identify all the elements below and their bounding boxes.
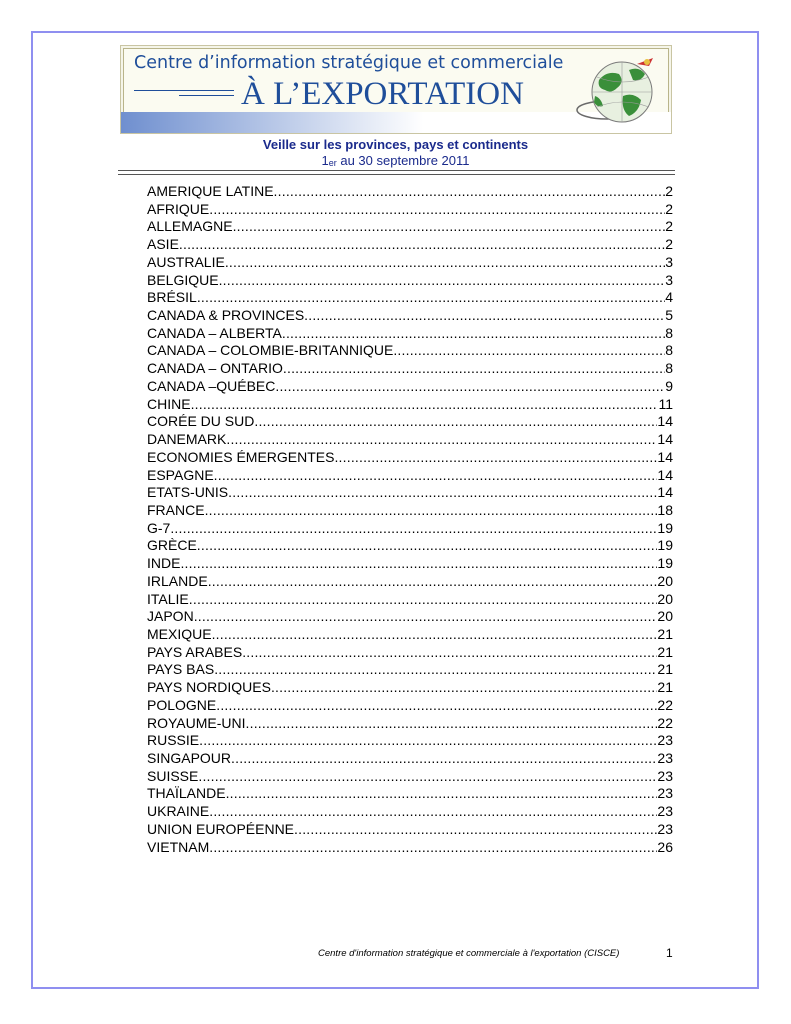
toc-entry-label[interactable]: PAYS BAS xyxy=(147,661,215,678)
toc-dot-leader xyxy=(283,360,665,378)
toc-dot-leader xyxy=(304,307,665,325)
period-rest: au 30 septembre 2011 xyxy=(336,153,470,168)
toc-entry-label[interactable]: G-7 xyxy=(147,519,171,536)
toc-entry-page[interactable]: 21 xyxy=(657,679,673,696)
toc-entry-page[interactable]: 14 xyxy=(657,448,673,465)
toc-entry[interactable] xyxy=(147,750,673,768)
toc-entry-page[interactable]: 3 xyxy=(665,253,673,270)
toc-entry[interactable] xyxy=(147,360,673,378)
toc-entry[interactable] xyxy=(147,484,673,502)
toc-entry-page[interactable]: 14 xyxy=(657,466,673,483)
toc-dot-leader xyxy=(189,591,658,609)
toc-entry-label[interactable]: ITALIE xyxy=(147,590,189,607)
document-period xyxy=(0,153,791,168)
toc-entry-label[interactable]: ESPAGNE xyxy=(147,466,214,483)
toc-entry-page[interactable]: 21 xyxy=(657,625,673,642)
toc-entry[interactable] xyxy=(147,378,673,396)
toc-entry-page[interactable]: 22 xyxy=(657,714,673,731)
toc-dot-leader xyxy=(231,750,657,768)
toc-dot-leader xyxy=(209,839,657,857)
toc-dot-leader xyxy=(275,378,665,396)
toc-dot-leader xyxy=(197,537,658,555)
footer-text: Centre d'information stratégique et commerciale à l'exportation (CISCE) xyxy=(318,948,620,959)
toc-entry-page[interactable]: 2 xyxy=(665,218,673,235)
toc-entry-label[interactable]: SINGAPOUR xyxy=(147,750,232,766)
toc-entry-page[interactable]: 11 xyxy=(658,395,673,412)
toc-dot-leader xyxy=(242,644,657,662)
toc-dot-leader xyxy=(246,715,658,733)
toc-entry-label[interactable]: FRANCE xyxy=(147,501,205,518)
toc-dot-leader xyxy=(214,467,658,485)
toc-dot-leader xyxy=(254,413,657,431)
toc-dot-leader xyxy=(334,449,657,467)
toc-dot-leader xyxy=(179,236,665,254)
toc-entry-page[interactable]: 5 xyxy=(665,307,673,324)
toc-dot-leader xyxy=(194,608,658,626)
toc-entry[interactable] xyxy=(147,467,673,485)
toc-entry-label[interactable]: MEXIQUE xyxy=(147,625,212,642)
toc-entry[interactable] xyxy=(147,839,673,857)
toc-entry[interactable] xyxy=(147,537,673,555)
toc-entry-page[interactable]: 20 xyxy=(657,572,673,589)
banner-title-line2: À L’EXPORTATION xyxy=(241,76,524,112)
toc-entry-label[interactable]: BELGIQUE xyxy=(147,271,219,288)
toc-dot-leader xyxy=(208,573,658,591)
toc-entry-page[interactable]: 23 xyxy=(657,732,673,749)
toc-entry-page[interactable]: 8 xyxy=(665,342,673,359)
toc-entry-label[interactable]: AUSTRALIE xyxy=(147,253,225,270)
toc-entry-label[interactable]: CANADA & PROVINCES xyxy=(147,307,305,324)
toc-dot-leader xyxy=(198,768,657,786)
toc-entry[interactable] xyxy=(147,520,673,538)
toc-entry-page[interactable]: 20 xyxy=(657,608,673,625)
toc-entry-label[interactable]: GRÈCE xyxy=(147,537,197,554)
title-rule-top xyxy=(118,170,675,171)
toc-entry-page[interactable]: 23 xyxy=(657,820,673,837)
toc-entry-page[interactable]: 21 xyxy=(657,643,673,660)
toc-entry-label[interactable]: ROYAUME-UNI xyxy=(147,714,246,731)
toc-dot-leader xyxy=(212,626,658,644)
toc-entry-label[interactable]: ETATS-UNIS xyxy=(147,484,229,501)
title-rule-bottom xyxy=(118,174,675,175)
banner-title-line1: Centre d’information stratégique et commerciale xyxy=(134,53,564,73)
toc-dot-leader xyxy=(209,803,657,821)
toc-entry[interactable] xyxy=(147,218,673,236)
toc-entry-label[interactable]: CANADA – ONTARIO xyxy=(147,360,283,377)
toc-entry-page[interactable]: 3 xyxy=(665,271,673,288)
toc-entry-label[interactable]: AFRIQUE xyxy=(147,200,210,217)
period-day: 1 xyxy=(321,153,329,168)
toc-entry-label[interactable]: CANADA – ALBERTA xyxy=(147,324,282,341)
toc-entry-label[interactable]: CANADA – COLOMBIE-BRITANNIQUE xyxy=(147,342,394,359)
toc-entry[interactable] xyxy=(147,821,673,839)
toc-dot-leader xyxy=(209,201,665,219)
toc-entry[interactable] xyxy=(147,272,673,290)
toc-entry-label[interactable]: PAYS NORDIQUES xyxy=(147,679,271,696)
banner-rule xyxy=(134,90,234,91)
toc-entry[interactable] xyxy=(147,183,673,201)
toc-entry[interactable] xyxy=(147,289,673,307)
toc-entry[interactable] xyxy=(147,697,673,715)
toc-entry[interactable] xyxy=(147,591,673,609)
toc-dot-leader xyxy=(226,785,658,803)
toc-entry[interactable] xyxy=(147,431,673,449)
toc-entry-label[interactable]: PAYS ARABES xyxy=(147,643,243,660)
toc-dot-leader xyxy=(274,183,666,201)
toc-entry[interactable] xyxy=(147,661,673,679)
toc-entry-label[interactable]: AMERIQUE LATINE xyxy=(147,183,274,199)
banner-rule-short xyxy=(179,95,234,96)
period-day-suffix: er xyxy=(328,158,337,168)
toc-dot-leader xyxy=(191,396,659,414)
toc-entry-label[interactable]: SUISSE xyxy=(147,767,199,784)
toc-dot-leader xyxy=(180,555,657,573)
toc-entry[interactable] xyxy=(147,732,673,750)
toc-entry-label[interactable]: IRLANDE xyxy=(147,572,208,589)
toc-entry-label[interactable]: JAPON xyxy=(147,608,194,625)
toc-entry[interactable] xyxy=(147,785,673,803)
toc-dot-leader xyxy=(197,289,665,307)
toc-entry[interactable] xyxy=(147,573,673,591)
toc-entry[interactable] xyxy=(147,608,673,626)
toc-entry-label[interactable]: VIETNAM xyxy=(147,838,210,855)
toc-entry-page[interactable]: 21 xyxy=(657,661,673,678)
toc-entry-label[interactable]: ASIE xyxy=(147,236,179,253)
toc-entry-label[interactable]: POLOGNE xyxy=(147,696,217,713)
toc-entry-page[interactable]: 8 xyxy=(665,360,673,377)
table-of-contents xyxy=(147,183,673,856)
toc-entry-label[interactable]: ECONOMIES ÉMERGENTES xyxy=(147,448,335,465)
globe-icon xyxy=(567,52,667,134)
toc-dot-leader xyxy=(282,325,665,343)
toc-entry-page[interactable]: 14 xyxy=(657,413,673,430)
toc-entry-label[interactable]: THAÏLANDE xyxy=(147,785,226,802)
toc-entry-page[interactable]: 22 xyxy=(657,696,673,713)
toc-dot-leader xyxy=(205,502,658,520)
toc-entry[interactable] xyxy=(147,626,673,644)
toc-entry-page[interactable]: 14 xyxy=(657,431,673,448)
toc-entry-page[interactable]: 23 xyxy=(657,750,673,766)
toc-entry[interactable] xyxy=(147,201,673,219)
toc-entry-label[interactable]: CORÉE DU SUD xyxy=(147,413,255,430)
toc-dot-leader xyxy=(170,520,657,538)
toc-entry[interactable] xyxy=(147,236,673,254)
toc-entry-page[interactable]: 20 xyxy=(657,590,673,607)
toc-entry-label[interactable]: CHINE xyxy=(147,395,191,412)
toc-dot-leader xyxy=(199,732,657,750)
toc-entry-page[interactable]: 19 xyxy=(657,519,673,536)
toc-entry-page[interactable]: 23 xyxy=(657,767,673,784)
toc-entry-page[interactable]: 23 xyxy=(657,785,673,802)
document-title: Veille sur les provinces, pays et continents xyxy=(262,137,529,152)
toc-entry-label[interactable]: CANADA –QUÉBEC xyxy=(147,377,276,394)
toc-entry-label[interactable]: UNION EUROPÉENNE xyxy=(147,820,295,837)
toc-dot-leader xyxy=(225,254,665,272)
toc-entry-page[interactable]: 8 xyxy=(665,324,673,341)
toc-entry-page[interactable]: 14 xyxy=(657,484,673,501)
toc-entry[interactable] xyxy=(147,803,673,821)
toc-entry[interactable] xyxy=(147,449,673,467)
toc-dot-leader xyxy=(233,218,666,236)
toc-entry[interactable] xyxy=(147,254,673,272)
toc-dot-leader xyxy=(219,272,666,290)
toc-entry-page[interactable]: 18 xyxy=(657,501,673,518)
toc-entry-page[interactable]: 2 xyxy=(665,183,673,199)
toc-entry-page[interactable]: 26 xyxy=(657,838,673,855)
toc-entry-label[interactable]: INDE xyxy=(147,555,181,572)
toc-entry-page[interactable]: 23 xyxy=(657,803,673,820)
toc-entry[interactable] xyxy=(147,307,673,325)
toc-entry-page[interactable]: 2 xyxy=(665,236,673,253)
toc-entry[interactable] xyxy=(147,555,673,573)
toc-dot-leader xyxy=(271,679,657,697)
toc-entry-page[interactable]: 19 xyxy=(657,537,673,554)
toc-entry[interactable] xyxy=(147,644,673,662)
toc-entry[interactable] xyxy=(147,679,673,697)
header-banner xyxy=(120,45,672,134)
toc-entry-page[interactable]: 2 xyxy=(665,200,673,217)
toc-entry-page[interactable]: 19 xyxy=(657,555,673,572)
toc-dot-leader xyxy=(228,484,657,502)
toc-entry[interactable] xyxy=(147,396,673,414)
toc-entry-label[interactable]: BRÉSIL xyxy=(147,289,197,306)
toc-entry-label[interactable]: DANEMARK xyxy=(147,431,227,448)
toc-dot-leader xyxy=(294,821,657,839)
toc-dot-leader xyxy=(226,431,657,449)
toc-dot-leader xyxy=(216,697,657,715)
toc-entry-page[interactable]: 4 xyxy=(665,289,673,306)
toc-entry[interactable] xyxy=(147,342,673,360)
toc-entry-page[interactable]: 9 xyxy=(665,377,673,394)
toc-entry[interactable] xyxy=(147,715,673,733)
toc-entry[interactable] xyxy=(147,413,673,431)
toc-entry-label[interactable]: ALLEMAGNE xyxy=(147,218,233,235)
toc-entry[interactable] xyxy=(147,325,673,343)
footer-page-number: 1 xyxy=(666,946,673,960)
toc-entry-label[interactable]: RUSSIE xyxy=(147,732,200,749)
toc-dot-leader xyxy=(214,661,657,679)
toc-entry[interactable] xyxy=(147,768,673,786)
toc-dot-leader xyxy=(393,342,665,360)
toc-entry-label[interactable]: UKRAINE xyxy=(147,803,210,820)
toc-entry[interactable] xyxy=(147,502,673,520)
